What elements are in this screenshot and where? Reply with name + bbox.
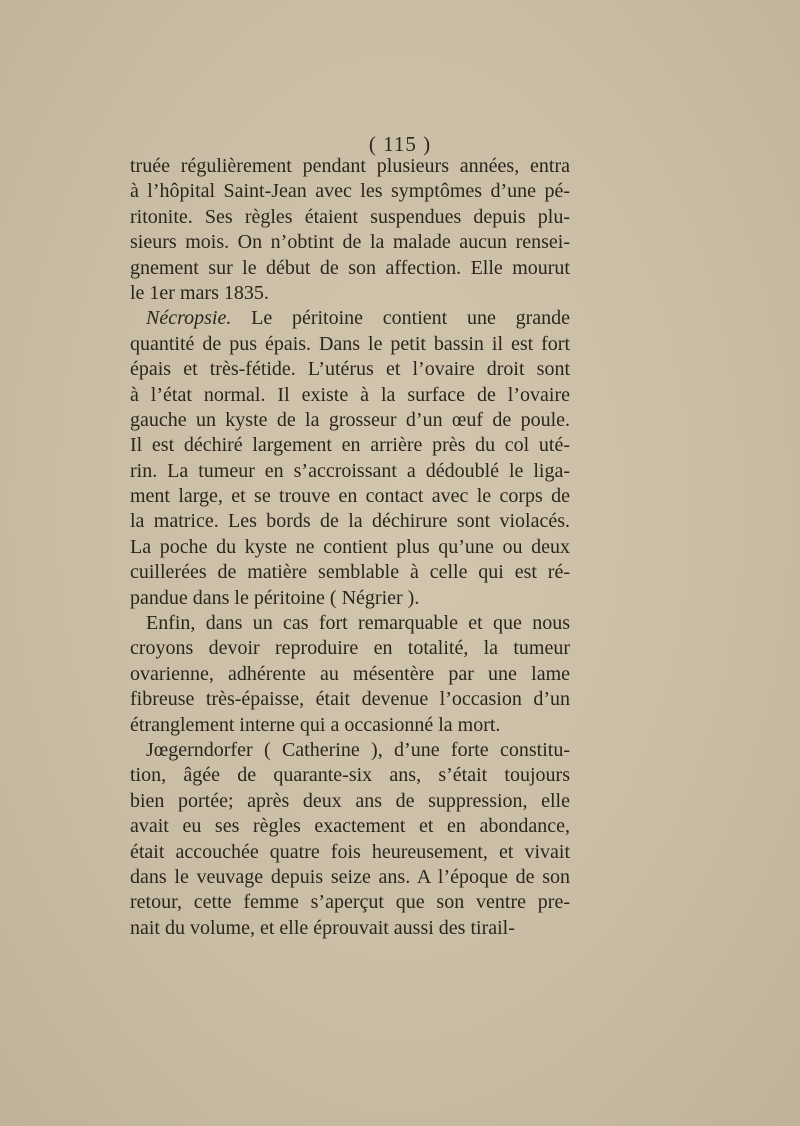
italic-heading: Nécropsie. [146,307,232,330]
text-line [130,357,570,382]
line-text: croyons devoir reproduire en totalité, la tumeur [130,637,570,660]
line-text: avait eu ses règles exactement et en abondance, [130,815,570,838]
line-text: étranglement interne qui a occasionné la mort. [130,713,501,736]
line-text: Enfin, dans un cas fort remarquable et que nous [146,612,570,635]
text-line [130,230,570,255]
text-line [130,306,570,331]
line-text: truée régulièrement pendant plusieurs années, entra [130,155,570,177]
line-text: sieurs mois. On n’obtint de la malade aucun rensei- [130,231,570,254]
line-text: épais et très-fétide. L’utérus et l’ovaire droit sont [130,358,570,381]
text-line [130,256,570,281]
text-line [130,408,570,433]
text-line [130,281,570,306]
text-line [130,459,570,484]
text-line [130,611,570,636]
body-text [130,154,570,941]
line-text: quantité de pus épais. Dans le petit bassin il est fort [130,332,570,355]
line-text: Jœgerndorfer ( Catherine ), d’une forte constitu- [146,738,570,761]
line-text: la matrice. Les bords de la déchirure sont violacés. [130,510,570,533]
line-text: fibreuse très-épaisse, était devenue l’occasion d’un [130,688,570,711]
line-text: rin. La tumeur en s’accroissant a dédoublé le liga- [130,459,570,482]
text-line [130,332,570,357]
text-line [130,636,570,661]
line-text: gnement sur le début de son affection. Elle mourut [130,256,570,279]
line-text: était accouchée quatre fois heureusement, et vivait [130,840,570,863]
line-text: dans le veuvage depuis seize ans. A l’époque de son [130,865,570,888]
line-text: pandue dans le péritoine ( Négrier ). [130,586,420,609]
text-line [130,662,570,687]
text-line [130,865,570,890]
text-line [130,179,570,204]
text-line [130,433,570,458]
text-line [130,535,570,560]
line-text: tion, âgée de quarante-six ans, s’était toujours [130,764,570,787]
text-line [130,687,570,712]
text-line [130,713,570,738]
text-line [130,916,570,941]
line-text: retour, cette femme s’aperçut que son ventre pre- [130,891,570,914]
line-text: Le péritoine contient une grande [231,307,570,330]
text-line [130,586,570,611]
text-line [130,560,570,585]
line-text: à l’hôpital Saint-Jean avec les symptômes d’une pé- [130,180,570,203]
line-text: ovarienne, adhérente au mésentère par une lame [130,662,570,685]
text-line [130,383,570,408]
line-text: gauche un kyste de la grosseur d’un œuf de poule. [130,408,570,431]
line-text: ritonite. Ses règles étaient suspendues depuis plu- [130,205,570,228]
text-line [130,763,570,788]
line-text: bien portée; après deux ans de suppression, elle [130,789,570,812]
text-line [130,890,570,915]
page-number: ( 115 ) [368,132,432,156]
line-text: Il est déchiré largement en arrière près du col uté- [130,434,570,457]
text-line [130,840,570,865]
line-text: à l’état normal. Il existe à la surface de l’ovaire [130,383,570,406]
line-text: nait du volume, et elle éprouvait aussi des tirail- [130,916,515,939]
text-line [130,738,570,763]
line-text: le 1er mars 1835. [130,281,269,304]
text-line [130,205,570,230]
text-line [130,789,570,814]
text-line [130,154,570,179]
text-line [130,509,570,534]
text-line [130,484,570,509]
text-line [130,814,570,839]
line-text: cuillerées de matière semblable à celle qui est ré- [130,561,570,584]
line-text: ment large, et se trouve en contact avec le corps de [130,485,570,508]
line-text: La poche du kyste ne contient plus qu’une ou deux [130,535,570,558]
